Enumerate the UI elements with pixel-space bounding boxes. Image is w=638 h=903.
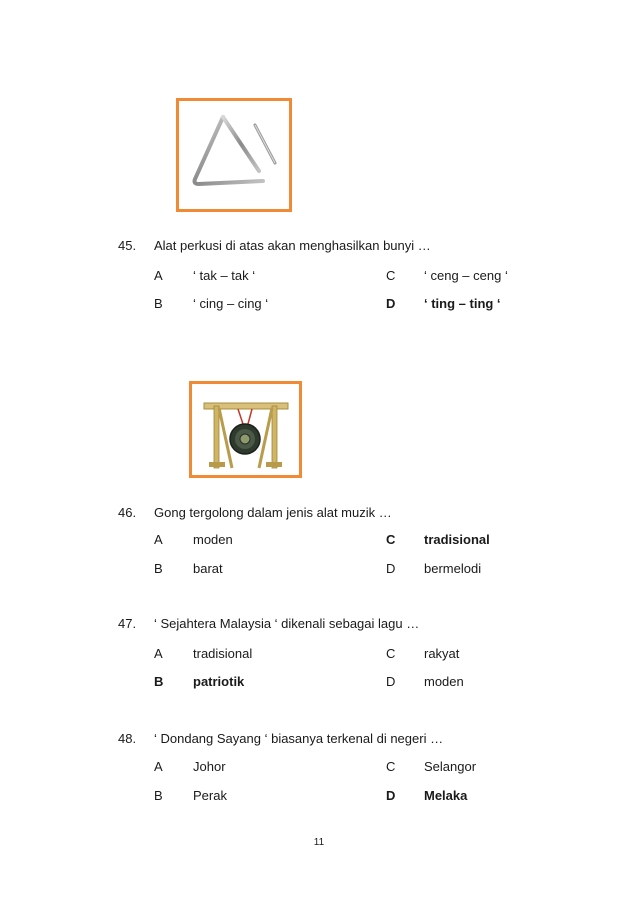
page-number: 11 — [313, 837, 325, 848]
option-text-a: Johor — [193, 759, 226, 774]
option-letter-d: D — [386, 561, 396, 576]
option-text-a: moden — [193, 532, 233, 547]
question-number: 46. — [118, 505, 137, 520]
option-letter-a: A — [154, 759, 163, 774]
question-number: 47. — [118, 616, 137, 631]
option-text-b-correct: patriotik — [193, 674, 245, 689]
option-letter-d: D — [386, 674, 396, 689]
option-text-b: ‘ cing – cing ‘ — [193, 296, 269, 311]
option-letter-b: B — [154, 561, 163, 576]
question-number: 45. — [118, 238, 137, 253]
option-letter-a: A — [154, 646, 163, 661]
option-letter-b: B — [154, 296, 163, 311]
gong-figure — [189, 381, 302, 478]
option-letter-c: C — [386, 268, 396, 283]
triangle-instrument-icon — [179, 101, 289, 209]
option-text-d-correct: Melaka — [424, 788, 468, 803]
option-text-b: Perak — [193, 788, 227, 803]
option-text-c-correct: tradisional — [424, 532, 490, 547]
question-text: ‘ Sejahtera Malaysia ‘ dikenali sebagai lagu … — [154, 616, 420, 631]
option-text-c: Selangor — [424, 759, 477, 774]
option-letter-c-correct: C — [386, 532, 396, 547]
option-letter-a: A — [154, 268, 163, 283]
option-letter-c: C — [386, 759, 396, 774]
question-number: 48. — [118, 731, 137, 746]
option-text-c: rakyat — [424, 646, 460, 661]
option-text-a: tradisional — [193, 646, 253, 661]
option-text-a: ‘ tak – tak ‘ — [193, 268, 256, 283]
gong-icon — [192, 384, 299, 475]
option-text-d-correct: ‘ ting – ting ‘ — [424, 296, 501, 311]
triangle-figure — [176, 98, 292, 212]
option-letter-d-correct: D — [386, 296, 396, 311]
question-text: Gong tergolong dalam jenis alat muzik … — [154, 505, 392, 520]
option-text-d: moden — [424, 674, 464, 689]
option-letter-a: A — [154, 532, 163, 547]
option-text-b: barat — [193, 561, 223, 576]
option-text-c: ‘ ceng – ceng ‘ — [424, 268, 508, 283]
question-text: Alat perkusi di atas akan menghasilkan bunyi … — [154, 238, 431, 253]
option-text-d: bermelodi — [424, 561, 482, 576]
question-text: ‘ Dondang Sayang ‘ biasanya terkenal di negeri … — [154, 731, 444, 746]
option-letter-b: B — [154, 788, 163, 803]
option-letter-c: C — [386, 646, 396, 661]
option-letter-b-correct: B — [154, 674, 164, 689]
option-letter-d-correct: D — [386, 788, 396, 803]
